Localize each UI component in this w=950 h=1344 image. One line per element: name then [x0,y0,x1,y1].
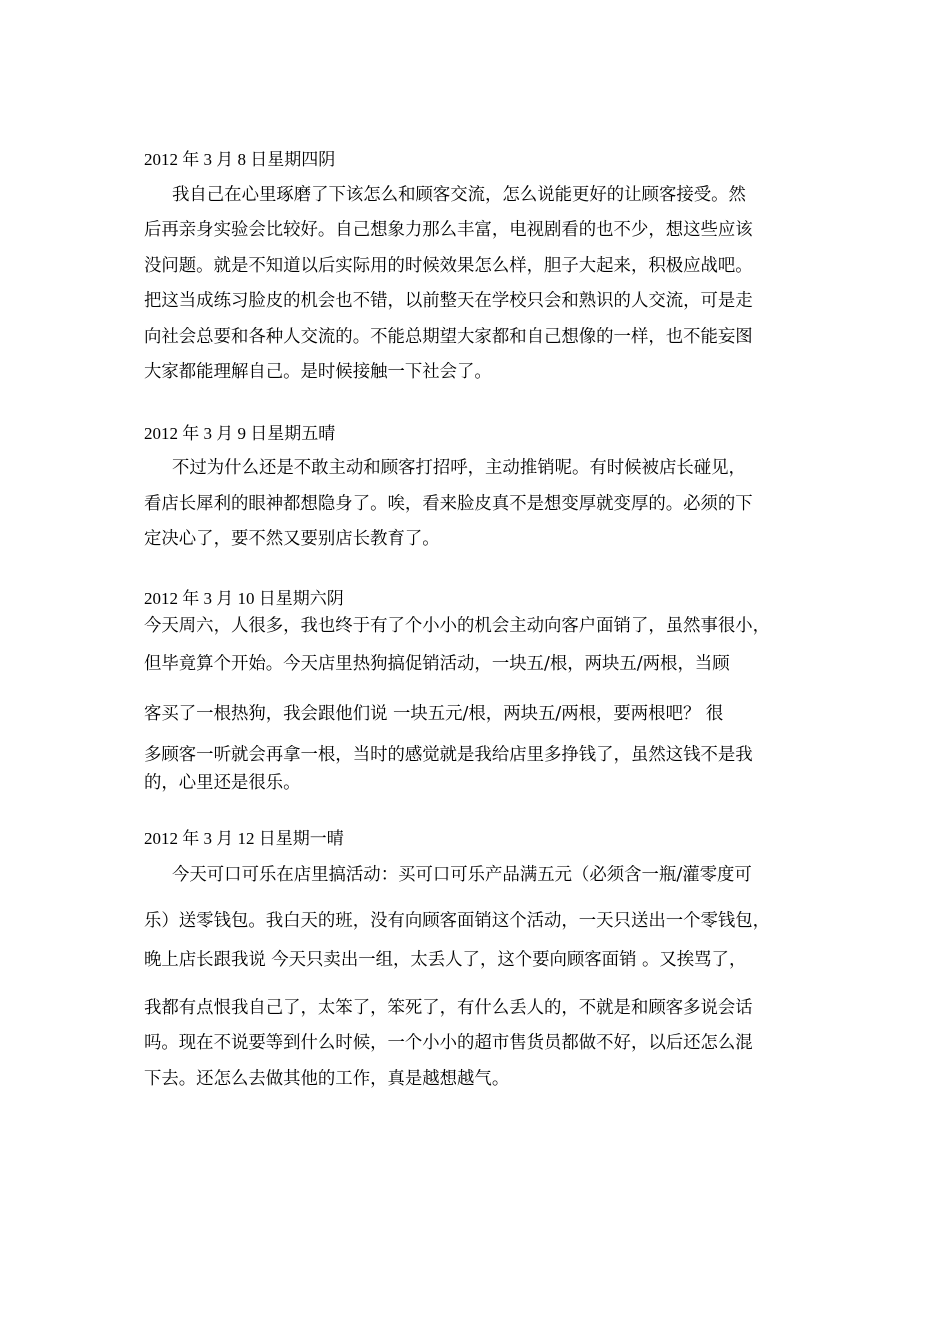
entry-text-line: 客买了一根热狗，我会跟他们说 一块五元/根，两块五/两根，要两根吧？ 很 [144,704,724,724]
entry-text-line: 大家都能理解自己。是时候接触一下社会了。 [144,362,492,382]
entry-text-line: 向社会总要和各种人交流的。不能总期望大家都和自己想像的一样，也不能妄图 [144,327,753,347]
entry-text-line: 下去。还怎么去做其他的工作，真是越想越气。 [144,1069,510,1089]
entry-text-line: 多顾客一听就会再拿一根，当时的感觉就是我给店里多挣钱了，虽然这钱不是我 [144,745,753,765]
entry-text-line: 定决心了，要不然又要别店长教育了。 [144,529,440,549]
entry-text-line: 看店长犀利的眼神都想隐身了。唉，看来脸皮真不是想变厚就变厚的。必须的下 [144,494,753,514]
entry-date: 2012 年 3 月 12 日星期一晴 [144,829,344,848]
entry-text-line: 没问题。就是不知道以后实际用的时候效果怎么样，胆子大起来，积极应战吧。 [144,256,753,276]
entry-text-line: 晚上店长跟我说 今天只卖出一组，太丢人了，这个要向顾客面销 。又挨骂了， [144,950,747,970]
entry-date: 2012 年 3 月 10 日星期六阴 [144,589,344,608]
entry-text-line: 今天可口可乐在店里搞活动：买可口可乐产品满五元（必须含一瓶/灌零度可 [172,865,752,885]
entry-text-line: 我都有点恨我自己了，太笨了，笨死了，有什么丢人的，不就是和顾客多说会话 [144,998,753,1018]
entry-text-line: 乐）送零钱包。我白天的班，没有向顾客面销这个活动，一天只送出一个零钱包， [144,911,771,931]
entry-text-line: 把这当成练习脸皮的机会也不错，以前整天在学校只会和熟识的人交流，可是走 [144,291,753,311]
entry-text-line: 的，心里还是很乐。 [144,773,301,793]
entry-text-line: 不过为什么还是不敢主动和顾客打招呼，主动推销呢。有时候被店长碰见， [172,458,746,478]
entry-date: 2012 年 3 月 9 日星期五晴 [144,424,336,443]
entry-text-line: 今天周六，人很多，我也终于有了个小小的机会主动向客户面销了，虽然事很小， [144,616,771,636]
entry-text-line: 但毕竟算个开始。今天店里热狗搞促销活动，一块五/根，两块五/两根，当顾 [144,654,730,674]
entry-text-line: 我自己在心里琢磨了下该怎么和顾客交流，怎么说能更好的让顾客接受。然 [172,185,746,205]
entry-text-line: 吗。现在不说要等到什么时候，一个小小的超市售货员都做不好，以后还怎么混 [144,1033,753,1053]
entry-date: 2012 年 3 月 8 日星期四阴 [144,150,336,169]
entry-text-line: 后再亲身实验会比较好。自己想象力那么丰富，电视剧看的也不少，想这些应该 [144,220,753,240]
